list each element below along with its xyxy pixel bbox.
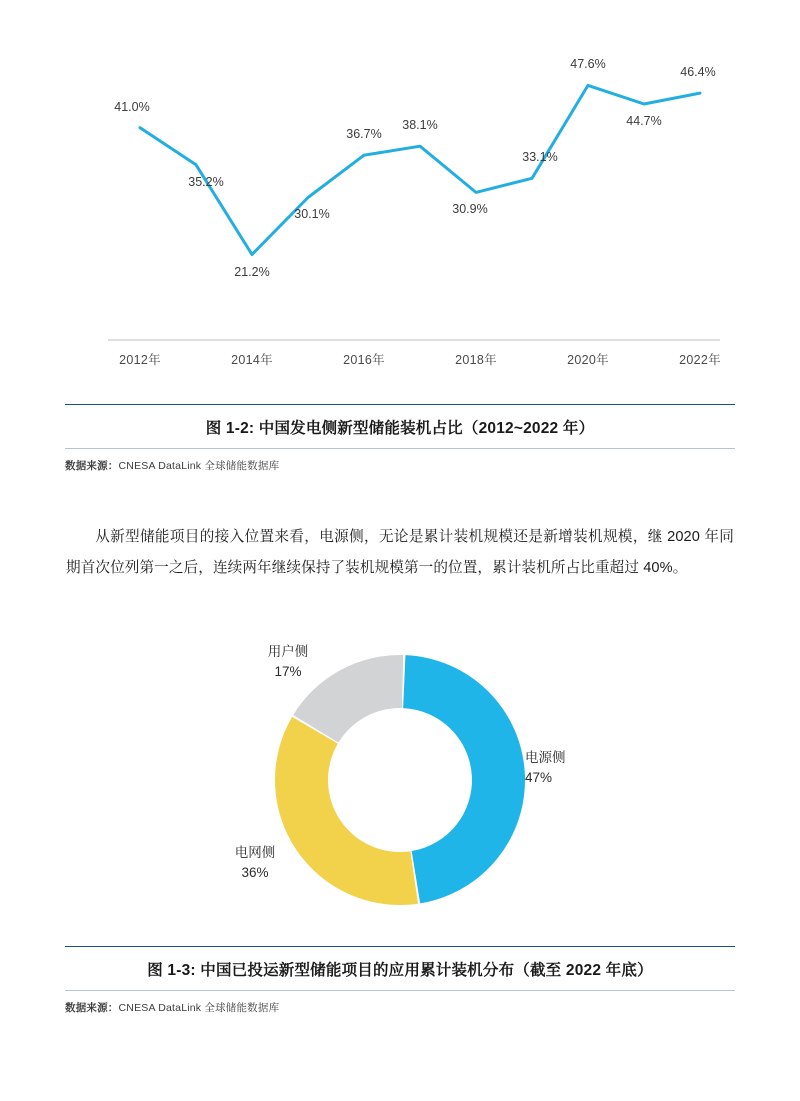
line-point-label: 44.7% xyxy=(626,113,662,128)
donut-slice xyxy=(275,717,418,905)
line-point-label: 46.4% xyxy=(680,65,716,80)
source-prefix-2: 数据来源： xyxy=(65,1002,119,1014)
line-point-label: 47.6% xyxy=(570,57,606,72)
line-chart-svg xyxy=(60,10,740,355)
donut-label-grid-name: 电网侧 xyxy=(234,845,276,860)
source-prefix: 数据来源： xyxy=(65,460,119,472)
line-point-label: 30.1% xyxy=(294,207,330,222)
line-point-label: 33.1% xyxy=(522,150,558,165)
line-point-label: 36.7% xyxy=(346,127,382,142)
source-text: CNESA DataLink 全球储能数据库 xyxy=(118,460,280,472)
figure-1-2-caption: 图 1-2: 中国发电侧新型储能装机占比（2012~2022 年） xyxy=(205,420,595,437)
donut-chart-svg xyxy=(0,630,800,930)
donut-label-grid-value: 36% xyxy=(241,865,269,880)
line-series-path xyxy=(140,85,700,254)
line-chart xyxy=(60,10,740,380)
figure-1-2-caption-block xyxy=(65,404,735,473)
figure-1-2-source xyxy=(65,449,735,473)
donut-slices xyxy=(275,655,525,905)
donut-label-generation-value: 47% xyxy=(525,770,553,785)
line-point-label: 30.9% xyxy=(452,202,488,217)
donut-slice xyxy=(403,655,525,903)
figure-1-3-caption: 图 1-3: 中国已投运新型储能项目的应用累计装机分布（截至 2022 年底） xyxy=(147,962,653,979)
source-text-2: CNESA DataLink 全球储能数据库 xyxy=(118,1002,280,1014)
donut-label-grid xyxy=(235,843,276,883)
x-axis-tick-label: 2016年 xyxy=(343,353,385,367)
donut-label-generation-name: 电源侧 xyxy=(525,750,566,765)
x-axis-tick-label: 2020年 xyxy=(567,353,609,367)
x-axis-tick-labels xyxy=(60,350,740,374)
x-axis-tick-label: 2012年 xyxy=(119,353,161,367)
x-axis-tick-label: 2018年 xyxy=(455,353,497,367)
line-point-label: 38.1% xyxy=(402,118,438,133)
figure-1-3-source xyxy=(65,991,735,1015)
donut-label-user-name: 用户侧 xyxy=(267,644,309,659)
x-axis-tick-label: 2022年 xyxy=(679,353,721,367)
line-point-label: 35.2% xyxy=(188,174,224,189)
donut-chart xyxy=(0,630,800,930)
x-axis-tick-label: 2014年 xyxy=(231,353,273,367)
figure-1-3-caption-block xyxy=(65,946,735,1015)
donut-label-user-value: 17% xyxy=(274,664,302,679)
body-paragraph: 从新型储能项目的接入位置来看，电源侧，无论是累计装机规模还是新增装机规模，继 2020 年同期首次位列第一之后，连续两年继续保持了装机规模第一的位置，累计装机所占比重超过 40%。 xyxy=(66,529,734,576)
donut-label-user xyxy=(268,642,309,682)
donut-label-generation xyxy=(525,748,566,788)
line-point-label: 21.2% xyxy=(234,264,270,279)
line-point-label: 41.0% xyxy=(114,99,150,114)
